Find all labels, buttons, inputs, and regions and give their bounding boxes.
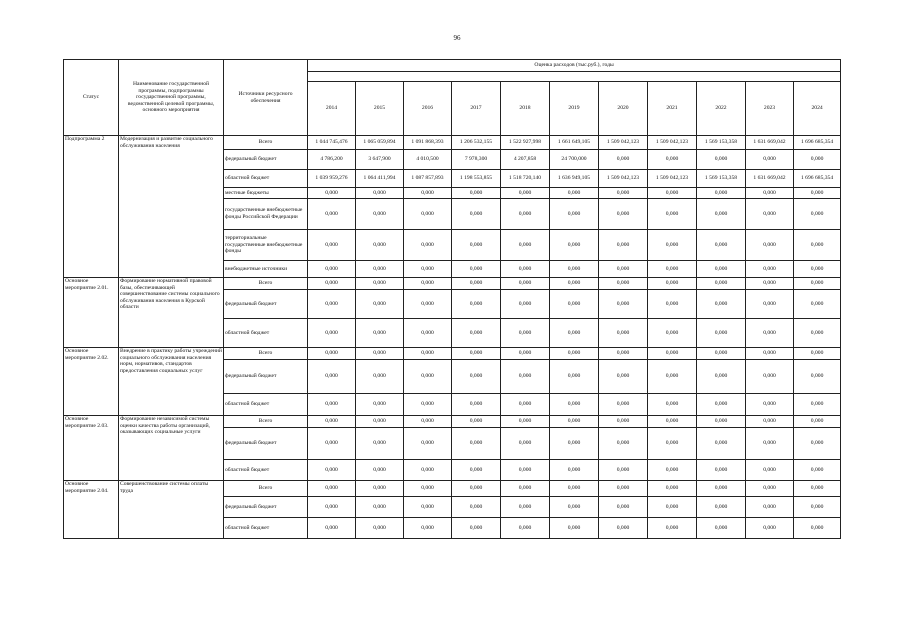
- budget-table: [63, 59, 841, 539]
- row-value: 0,000: [697, 199, 746, 230]
- header-year: 2014: [308, 82, 356, 136]
- row-value: 1 636 949,105: [550, 170, 599, 188]
- row-value: 0,000: [404, 290, 452, 319]
- row-value: 0,000: [648, 518, 697, 539]
- row-source: Всего: [224, 136, 308, 150]
- row-value: 0,000: [356, 394, 404, 416]
- row-value: 0,000: [501, 261, 550, 278]
- row-value: 0,000: [550, 278, 599, 290]
- row-value: 0,000: [501, 230, 550, 261]
- row-value: 0,000: [501, 319, 550, 348]
- row-value: 0,000: [501, 188, 550, 199]
- row-value: 1 569 153,358: [697, 170, 746, 188]
- row-value: 0,000: [550, 394, 599, 416]
- row-value: 4 786,200: [308, 150, 356, 170]
- row-value: 0,000: [648, 261, 697, 278]
- row-value: 0,000: [648, 150, 697, 170]
- row-value: 1 696 685,354: [794, 170, 841, 188]
- row-source: федеральный бюджет: [224, 150, 308, 170]
- table-header: [64, 60, 841, 136]
- header-year: 2020: [599, 82, 648, 136]
- row-value: 0,000: [550, 290, 599, 319]
- row-value: 0,000: [501, 278, 550, 290]
- row-value: 1 044 745,476: [308, 136, 356, 150]
- row-value: 0,000: [697, 497, 746, 518]
- row-value: 0,000: [746, 518, 794, 539]
- row-source: территориальные государственные внебюджетные фонды: [224, 230, 308, 261]
- row-value: 0,000: [697, 348, 746, 360]
- row-value: 0,000: [404, 497, 452, 518]
- row-value: 0,000: [550, 497, 599, 518]
- row-value: 0,000: [404, 261, 452, 278]
- row-value: 0,000: [794, 278, 841, 290]
- row-value: 0,000: [648, 360, 697, 394]
- row-value: 0,000: [599, 497, 648, 518]
- header-status: Статус: [64, 60, 119, 136]
- header-year: 2016: [404, 82, 452, 136]
- row-value: 0,000: [404, 348, 452, 360]
- row-value: 0,000: [550, 261, 599, 278]
- row-value: 0,000: [404, 428, 452, 460]
- row-value: 0,000: [599, 348, 648, 360]
- row-value: 0,000: [648, 481, 697, 497]
- row-value: 0,000: [746, 460, 794, 481]
- table-body: [64, 136, 841, 539]
- row-value: 0,000: [794, 188, 841, 199]
- row-value: 4 010,500: [404, 150, 452, 170]
- row-value: 0,000: [452, 416, 501, 428]
- row-value: 0,000: [599, 290, 648, 319]
- row-value: 0,000: [501, 497, 550, 518]
- row-value: 0,000: [648, 278, 697, 290]
- row-value: 0,000: [550, 348, 599, 360]
- row-value: 0,000: [308, 278, 356, 290]
- page-number: 96: [453, 34, 461, 42]
- row-value: 0,000: [697, 416, 746, 428]
- header-cost-estimate: Оценка расходов (тыс.руб.), годы: [308, 60, 841, 72]
- row-source: местные бюджеты: [224, 188, 308, 199]
- row-value: 0,000: [697, 150, 746, 170]
- row-value: 0,000: [308, 230, 356, 261]
- row-value: 0,000: [599, 481, 648, 497]
- row-value: 0,000: [501, 481, 550, 497]
- header-year: 2021: [648, 82, 697, 136]
- row-value: 0,000: [599, 150, 648, 170]
- row-value: 0,000: [697, 428, 746, 460]
- row-value: 0,000: [308, 518, 356, 539]
- row-value: 0,000: [697, 278, 746, 290]
- row-value: 0,000: [404, 319, 452, 348]
- row-program-name: Модернизация и развитие социального обслуживания населения: [119, 136, 224, 278]
- row-value: 0,000: [648, 428, 697, 460]
- row-value: 0,000: [697, 460, 746, 481]
- row-value: 0,000: [697, 319, 746, 348]
- row-value: 0,000: [794, 150, 841, 170]
- row-value: 0,000: [746, 360, 794, 394]
- row-value: 1 509 042,123: [648, 136, 697, 150]
- row-value: 0,000: [550, 230, 599, 261]
- row-value: 0,000: [599, 460, 648, 481]
- row-value: 0,000: [404, 460, 452, 481]
- row-value: 0,000: [697, 261, 746, 278]
- row-status: Подпрограмма 2: [64, 136, 119, 278]
- row-value: 1 065 059,894: [356, 136, 404, 150]
- row-value: 0,000: [404, 360, 452, 394]
- row-value: 0,000: [308, 261, 356, 278]
- row-value: 0,000: [550, 416, 599, 428]
- row-value: 0,000: [794, 416, 841, 428]
- row-value: 0,000: [697, 481, 746, 497]
- row-value: 0,000: [599, 278, 648, 290]
- header-year: 2024: [794, 82, 841, 136]
- row-value: 0,000: [550, 319, 599, 348]
- row-value: 0,000: [746, 199, 794, 230]
- row-source: внебюджетные источники: [224, 261, 308, 278]
- row-value: 0,000: [356, 518, 404, 539]
- row-value: 0,000: [746, 150, 794, 170]
- row-value: 0,000: [356, 348, 404, 360]
- row-value: 0,000: [599, 199, 648, 230]
- row-value: 0,000: [794, 261, 841, 278]
- row-value: 1 696 685,354: [794, 136, 841, 150]
- row-value: 0,000: [599, 360, 648, 394]
- row-value: 3 647,900: [356, 150, 404, 170]
- row-value: 0,000: [697, 394, 746, 416]
- row-value: 0,000: [648, 199, 697, 230]
- row-value: 1 631 669,042: [746, 170, 794, 188]
- row-value: 0,000: [501, 394, 550, 416]
- row-value: 0,000: [648, 497, 697, 518]
- row-value: 0,000: [452, 518, 501, 539]
- row-program-name: Формирование нормативной правовой базы, обеспечивающей совершенствование системы социального обслуживания населения в Курской области: [119, 278, 224, 348]
- row-value: 0,000: [356, 460, 404, 481]
- row-source: областной бюджет: [224, 170, 308, 188]
- header-year: 2022: [697, 82, 746, 136]
- header-blank-row: [308, 72, 841, 82]
- row-value: 0,000: [452, 460, 501, 481]
- header-program-name: Наименование государственной программы, подпрограммы государственной программы, ведомственной целевой программы, основного мероприятия: [119, 60, 224, 136]
- row-source: областной бюджет: [224, 460, 308, 481]
- row-value: 0,000: [648, 460, 697, 481]
- row-value: 0,000: [356, 290, 404, 319]
- row-value: 0,000: [794, 394, 841, 416]
- row-value: 0,000: [452, 394, 501, 416]
- row-value: 0,000: [308, 290, 356, 319]
- row-value: 0,000: [599, 188, 648, 199]
- row-value: 0,000: [308, 416, 356, 428]
- row-value: 0,000: [308, 481, 356, 497]
- row-value: 4 207,858: [501, 150, 550, 170]
- row-value: 0,000: [308, 497, 356, 518]
- row-value: 0,000: [746, 261, 794, 278]
- row-value: 0,000: [794, 230, 841, 261]
- table-row: [64, 348, 841, 360]
- row-value: 0,000: [308, 348, 356, 360]
- row-value: 0,000: [746, 278, 794, 290]
- row-source: федеральный бюджет: [224, 290, 308, 319]
- row-value: 0,000: [356, 416, 404, 428]
- row-value: 0,000: [648, 394, 697, 416]
- row-value: 0,000: [746, 497, 794, 518]
- row-value: 0,000: [648, 319, 697, 348]
- row-value: 0,000: [697, 290, 746, 319]
- row-value: 0,000: [746, 348, 794, 360]
- header-year: 2015: [356, 82, 404, 136]
- row-source: областной бюджет: [224, 518, 308, 539]
- row-value: 0,000: [356, 481, 404, 497]
- row-value: 0,000: [648, 230, 697, 261]
- row-value: 0,000: [599, 261, 648, 278]
- row-value: 0,000: [794, 428, 841, 460]
- row-value: 0,000: [356, 360, 404, 394]
- row-value: 0,000: [501, 416, 550, 428]
- row-value: 0,000: [794, 481, 841, 497]
- row-value: 0,000: [452, 428, 501, 460]
- row-source: Всего: [224, 348, 308, 360]
- row-value: 0,000: [746, 290, 794, 319]
- row-source: государственные внебюджетные фонды Российской Федерации: [224, 199, 308, 230]
- row-value: 0,000: [501, 199, 550, 230]
- table-row: [64, 481, 841, 497]
- row-value: 0,000: [452, 199, 501, 230]
- row-status: Основное мероприятие 2.04.: [64, 481, 119, 539]
- table-row: [64, 416, 841, 428]
- row-value: 0,000: [404, 394, 452, 416]
- row-value: 0,000: [356, 319, 404, 348]
- row-value: 0,000: [501, 518, 550, 539]
- row-value: 0,000: [308, 360, 356, 394]
- row-value: 1 091 868,393: [404, 136, 452, 150]
- row-value: 0,000: [404, 188, 452, 199]
- row-value: 0,000: [404, 230, 452, 261]
- row-value: 1 522 927,998: [501, 136, 550, 150]
- row-value: 1 569 153,358: [697, 136, 746, 150]
- row-value: 0,000: [550, 428, 599, 460]
- row-value: 0,000: [550, 188, 599, 199]
- row-program-name: Внедрение в практику работы учреждений социального обслуживания населения норм, нормативов, стандартов предоставления социальных услуг: [119, 348, 224, 416]
- row-value: 0,000: [794, 518, 841, 539]
- row-value: 0,000: [356, 199, 404, 230]
- row-value: 0,000: [648, 188, 697, 199]
- row-value: 0,000: [746, 416, 794, 428]
- row-value: 0,000: [794, 319, 841, 348]
- row-value: 1 661 649,105: [550, 136, 599, 150]
- table-row: [64, 136, 841, 150]
- row-source: областной бюджет: [224, 319, 308, 348]
- row-source: областной бюджет: [224, 394, 308, 416]
- row-value: 0,000: [599, 394, 648, 416]
- row-value: 1 631 669,042: [746, 136, 794, 150]
- row-value: 0,000: [550, 360, 599, 394]
- row-value: 0,000: [794, 199, 841, 230]
- row-value: 0,000: [356, 497, 404, 518]
- row-value: 0,000: [550, 199, 599, 230]
- row-source: Всего: [224, 481, 308, 497]
- row-status: Основное мероприятие 2.02.: [64, 348, 119, 416]
- header-year: 2018: [501, 82, 550, 136]
- row-value: 0,000: [599, 230, 648, 261]
- row-value: 0,000: [452, 348, 501, 360]
- row-value: 24 700,000: [550, 150, 599, 170]
- row-value: 0,000: [746, 230, 794, 261]
- row-status: Основное мероприятие 2.03.: [64, 416, 119, 481]
- row-value: 0,000: [404, 518, 452, 539]
- row-value: 0,000: [308, 319, 356, 348]
- row-value: 0,000: [648, 290, 697, 319]
- row-value: 0,000: [550, 481, 599, 497]
- row-value: 1 206 532,155: [452, 136, 501, 150]
- row-value: 0,000: [501, 428, 550, 460]
- row-value: 0,000: [404, 199, 452, 230]
- row-value: 0,000: [356, 230, 404, 261]
- row-value: 0,000: [550, 518, 599, 539]
- row-value: 1 509 042,123: [599, 136, 648, 150]
- row-value: 0,000: [356, 278, 404, 290]
- row-value: 1 198 553,855: [452, 170, 501, 188]
- row-value: 0,000: [697, 230, 746, 261]
- row-value: 0,000: [404, 416, 452, 428]
- row-value: 0,000: [308, 460, 356, 481]
- row-source: федеральный бюджет: [224, 497, 308, 518]
- row-source: Всего: [224, 278, 308, 290]
- row-value: 0,000: [356, 428, 404, 460]
- row-value: 0,000: [746, 319, 794, 348]
- row-value: 1 039 959,276: [308, 170, 356, 188]
- row-value: 0,000: [501, 360, 550, 394]
- header-year: 2019: [550, 82, 599, 136]
- row-source: федеральный бюджет: [224, 360, 308, 394]
- row-value: 1 509 042,123: [599, 170, 648, 188]
- row-value: 0,000: [550, 460, 599, 481]
- row-value: 0,000: [794, 348, 841, 360]
- row-value: 0,000: [794, 360, 841, 394]
- row-value: 0,000: [746, 394, 794, 416]
- row-value: 0,000: [794, 497, 841, 518]
- row-value: 0,000: [746, 428, 794, 460]
- row-value: 0,000: [452, 230, 501, 261]
- table-row: [64, 278, 841, 290]
- row-value: 0,000: [599, 518, 648, 539]
- row-value: 0,000: [648, 348, 697, 360]
- header-year: 2017: [452, 82, 501, 136]
- row-program-name: Совершенствование системы оплаты труда: [119, 481, 224, 539]
- row-value: 0,000: [501, 290, 550, 319]
- row-value: 0,000: [452, 360, 501, 394]
- row-value: 0,000: [356, 188, 404, 199]
- row-value: 7 978,300: [452, 150, 501, 170]
- row-value: 0,000: [452, 261, 501, 278]
- row-value: 0,000: [599, 416, 648, 428]
- row-value: 0,000: [356, 261, 404, 278]
- row-source: Всего: [224, 416, 308, 428]
- row-value: 0,000: [452, 481, 501, 497]
- row-value: 0,000: [697, 360, 746, 394]
- row-status: Основное мероприятие 2.01.: [64, 278, 119, 348]
- row-value: 0,000: [308, 394, 356, 416]
- row-value: 0,000: [452, 319, 501, 348]
- row-value: 1 509 042,123: [648, 170, 697, 188]
- row-value: 0,000: [452, 497, 501, 518]
- row-value: 0,000: [404, 481, 452, 497]
- row-value: 0,000: [794, 460, 841, 481]
- row-value: 0,000: [452, 188, 501, 199]
- row-value: 0,000: [308, 428, 356, 460]
- row-value: 0,000: [501, 348, 550, 360]
- row-value: 0,000: [697, 188, 746, 199]
- row-value: 0,000: [746, 481, 794, 497]
- row-value: 0,000: [599, 428, 648, 460]
- row-source: федеральный бюджет: [224, 428, 308, 460]
- row-value: 1 087 857,893: [404, 170, 452, 188]
- row-value: 0,000: [308, 188, 356, 199]
- row-value: 1 518 720,140: [501, 170, 550, 188]
- row-value: 1 064 411,994: [356, 170, 404, 188]
- header-year: 2023: [746, 82, 794, 136]
- row-value: 0,000: [404, 278, 452, 290]
- header-resource-sources: Источники ресурсного обеспечения: [224, 60, 308, 136]
- row-value: 0,000: [794, 290, 841, 319]
- row-value: 0,000: [452, 290, 501, 319]
- row-value: 0,000: [746, 188, 794, 199]
- row-value: 0,000: [501, 460, 550, 481]
- row-value: 0,000: [648, 416, 697, 428]
- row-value: 0,000: [308, 199, 356, 230]
- row-value: 0,000: [452, 278, 501, 290]
- row-value: 0,000: [599, 319, 648, 348]
- row-program-name: Формирование независимой системы оценки качества работы организаций, оказывающих социальные услуги: [119, 416, 224, 481]
- row-value: 0,000: [697, 518, 746, 539]
